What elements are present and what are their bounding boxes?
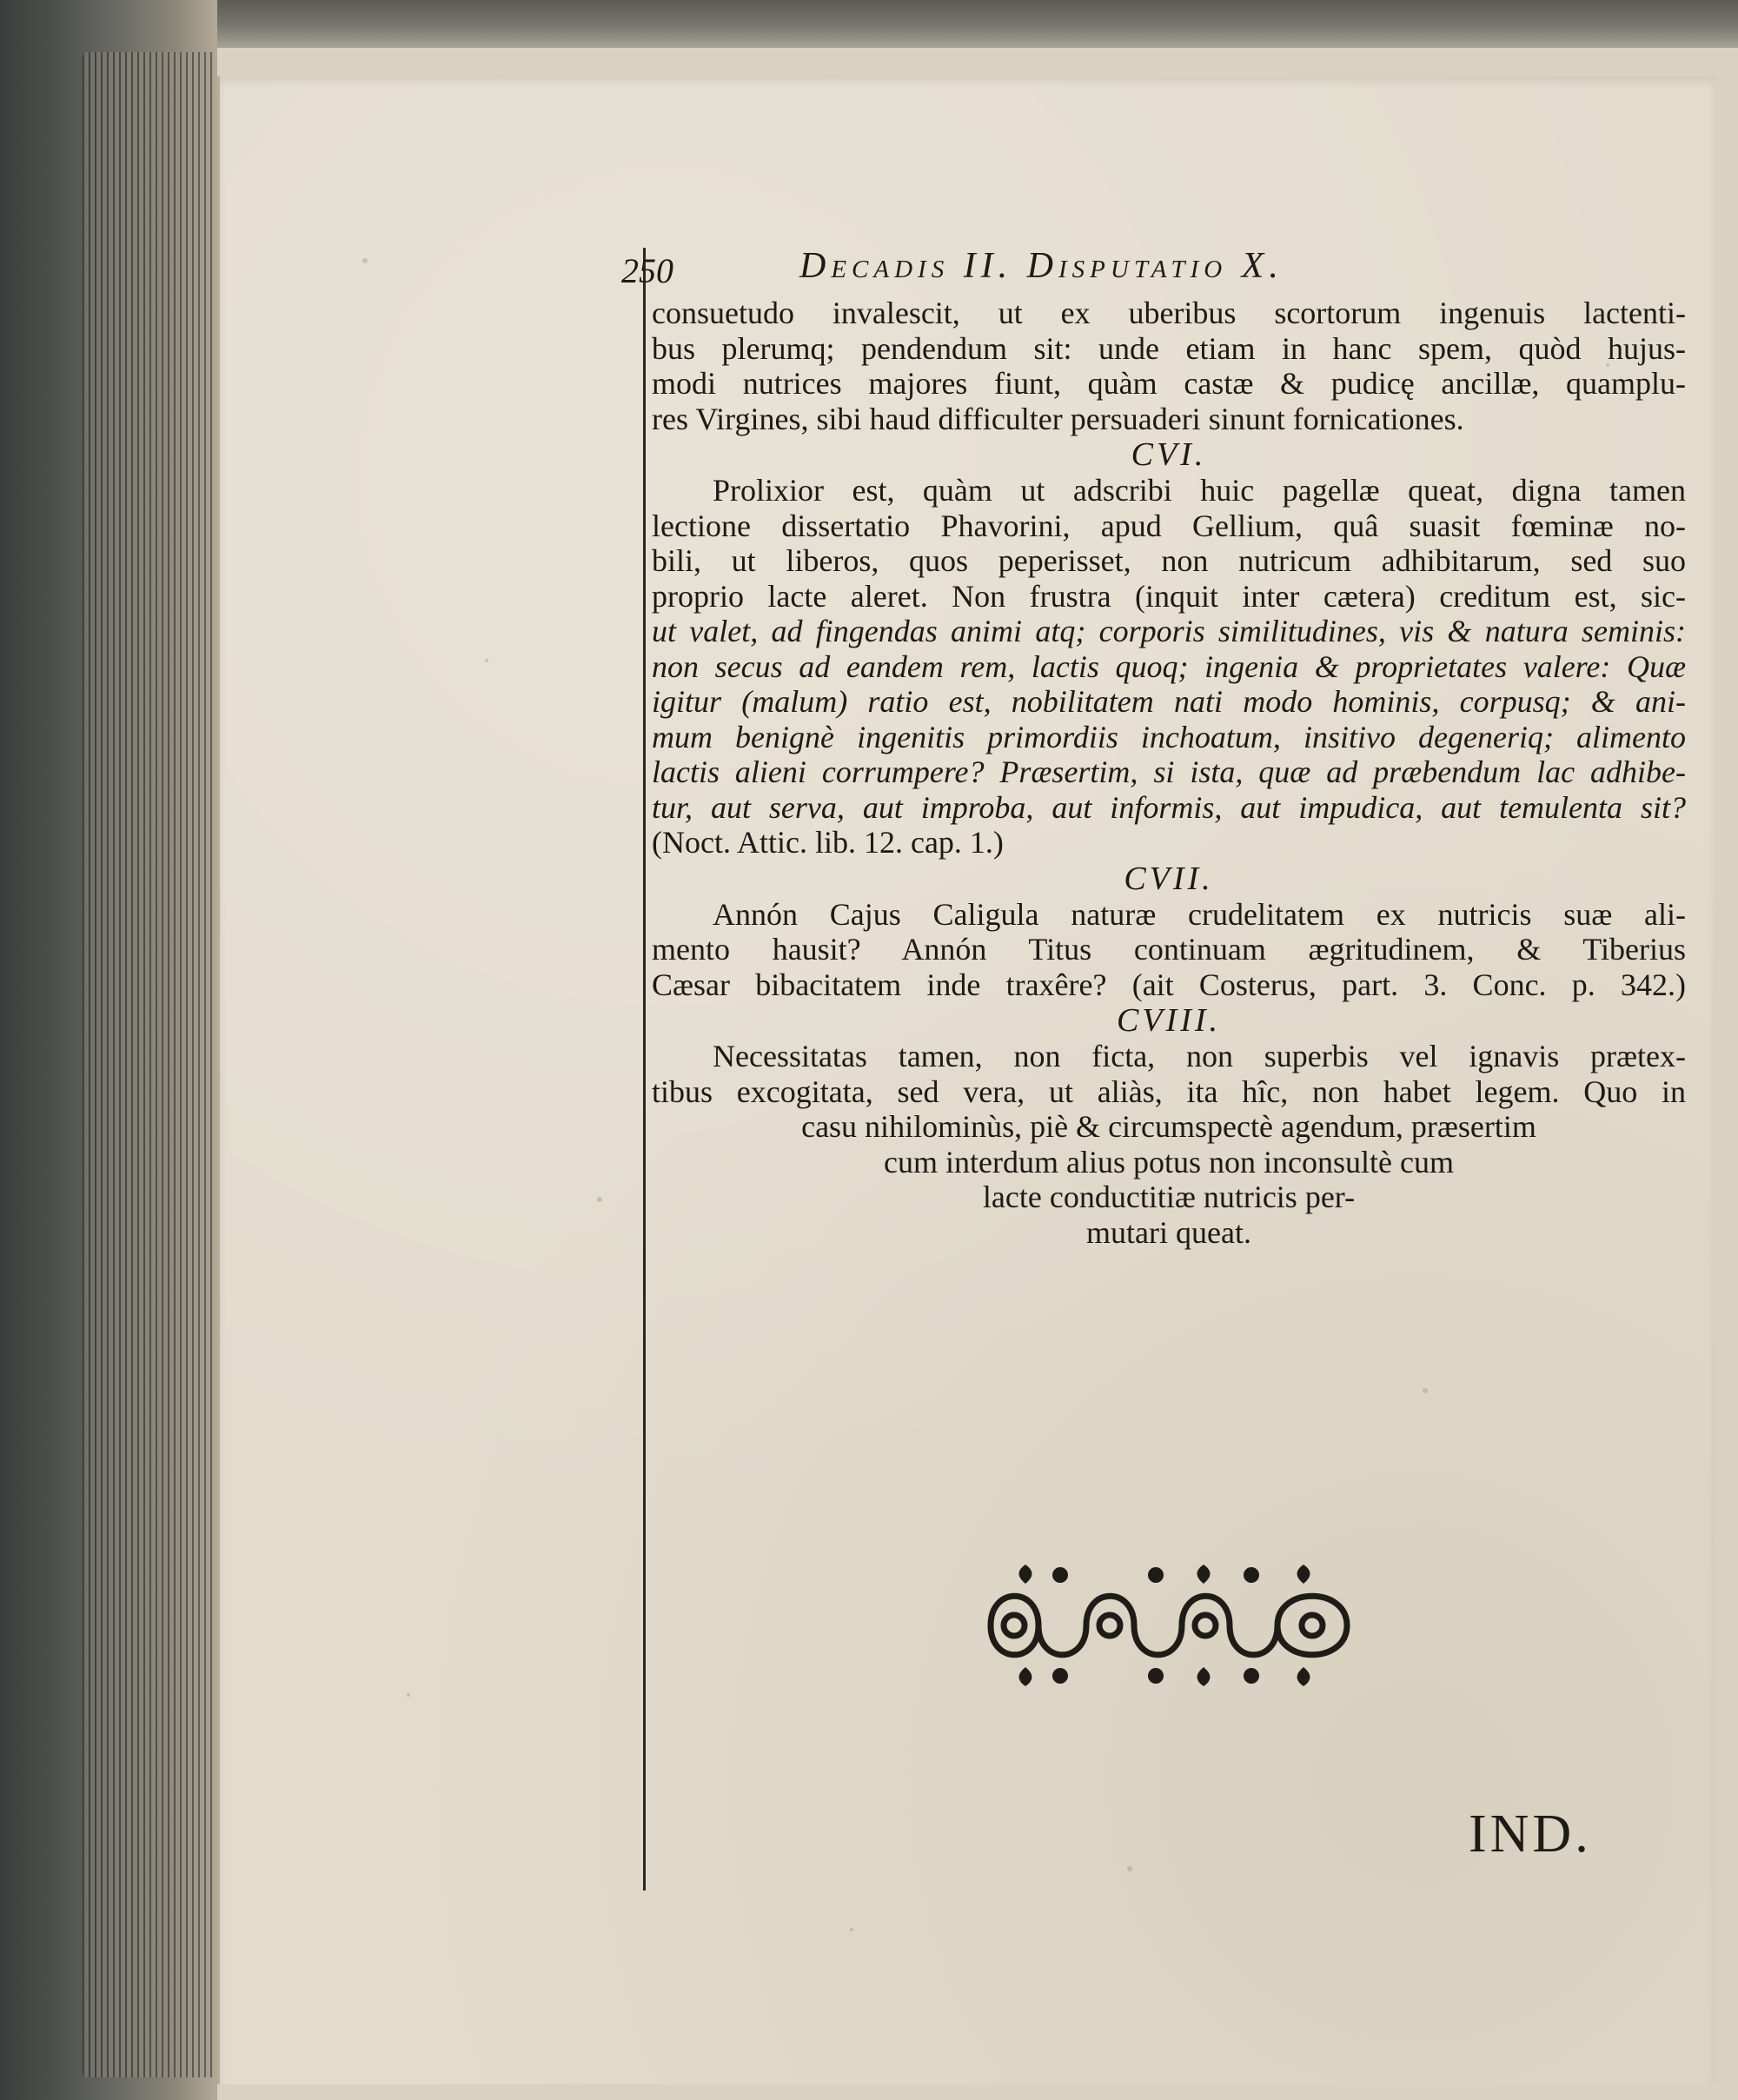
section-cviii <box>652 1002 1686 1250</box>
text-line: Necessitatas tamen, non ficta, non superbis vel ignavis prætex- <box>713 1039 1686 1073</box>
intro-paragraph <box>652 296 1686 436</box>
page-body <box>652 296 1686 1250</box>
text-line: lacte conductitiæ nutricis per- <box>982 1180 1356 1214</box>
text-line: Prolixior est, quàm ut adscribi huic pagellæ queat, digna tamen <box>713 473 1686 508</box>
text-line: modi nutrices majores fiunt, quàm castæ & pudicę ancillæ, quamplu- <box>652 366 1686 401</box>
text-line: Cæsar bibacitatem inde traxêre? (ait Costerus, part. 3. Conc. p. 342.) <box>652 967 1686 1002</box>
text-line: Annón Cajus Caligula naturæ crudelitatem ex nutricis suæ ali- <box>713 896 1686 932</box>
text-line-italic: non secus ad eandem rem, lactis quoq; ingenia & proprietates valere: Quæ <box>652 648 1686 684</box>
text-line-italic: igitur (malum) ratio est, nobilitatem nati modo hominis, corpusq; & ani- <box>652 684 1686 719</box>
text-line: mutari queat. <box>1086 1214 1251 1250</box>
page-stack-lines <box>83 52 213 2077</box>
text-line-italic: ut valet, ad fingendas animi atq; corporis similitudines, vis & natura seminis: <box>652 614 1686 648</box>
text-line: tibus excogitata, sed vera, ut aliàs, ita hîc, non habet legem. Quo in <box>652 1073 1686 1109</box>
catchword: IND. <box>1469 1804 1592 1864</box>
printers-ornament <box>973 1556 1364 1695</box>
book-top-edge <box>0 0 1738 48</box>
text-line: cum interdum alius potus non inconsultè cum <box>884 1144 1454 1180</box>
section-cvii <box>652 861 1686 1003</box>
margin-rule <box>643 248 646 1891</box>
text-line: bili, ut liberos, quos peperisset, non nutricum adhibitarum, sed suo <box>652 543 1686 578</box>
text-line: consuetudo invalescit, ut ex uberibus scortorum ingenuis lactenti- <box>652 296 1686 330</box>
running-title: Decadis II. Disputatio X. <box>799 246 1284 286</box>
running-header <box>621 245 1490 297</box>
text-line-italic: mum benignè ingenitis primordiis inchoatum, insitivo degeneriq; alimento <box>652 719 1686 754</box>
section-heading: CVIII. <box>1116 1002 1222 1039</box>
section-heading: CVI. <box>1131 436 1207 473</box>
text-line: (Noct. Attic. lib. 12. cap. 1.) <box>652 825 1004 860</box>
text-line: mento hausit? Annón Titus continuam ægritudinem, & Tiberius <box>652 932 1686 967</box>
page-number: 250 <box>621 251 673 290</box>
text-line-italic: lactis alieni corrumpere? Præsertim, si ista, quæ ad præbendum lac adhibe- <box>652 754 1686 789</box>
text-line-italic: tur, aut serva, aut improba, aut informis, aut impudica, aut temulenta sit? <box>652 789 1686 825</box>
section-heading: CVII. <box>1124 860 1214 897</box>
section-cvi <box>652 436 1686 861</box>
text-line: lectione dissertatio Phavorini, apud Gellium, quâ suasit fœminæ no- <box>652 508 1686 543</box>
text-line: casu nihilominùs, piè & circumspectè agendum, præsertim <box>801 1109 1536 1144</box>
text-line: bus plerumq; pendendum sit: unde etiam in hanc spem, quòd hujus- <box>652 330 1686 366</box>
text-line: res Virgines, sibi haud difficulter persuaderi sinunt fornicationes. <box>652 401 1464 436</box>
text-line: proprio lacte aleret. Non frustra (inquit inter cætera) creditum est, sic- <box>652 578 1686 614</box>
